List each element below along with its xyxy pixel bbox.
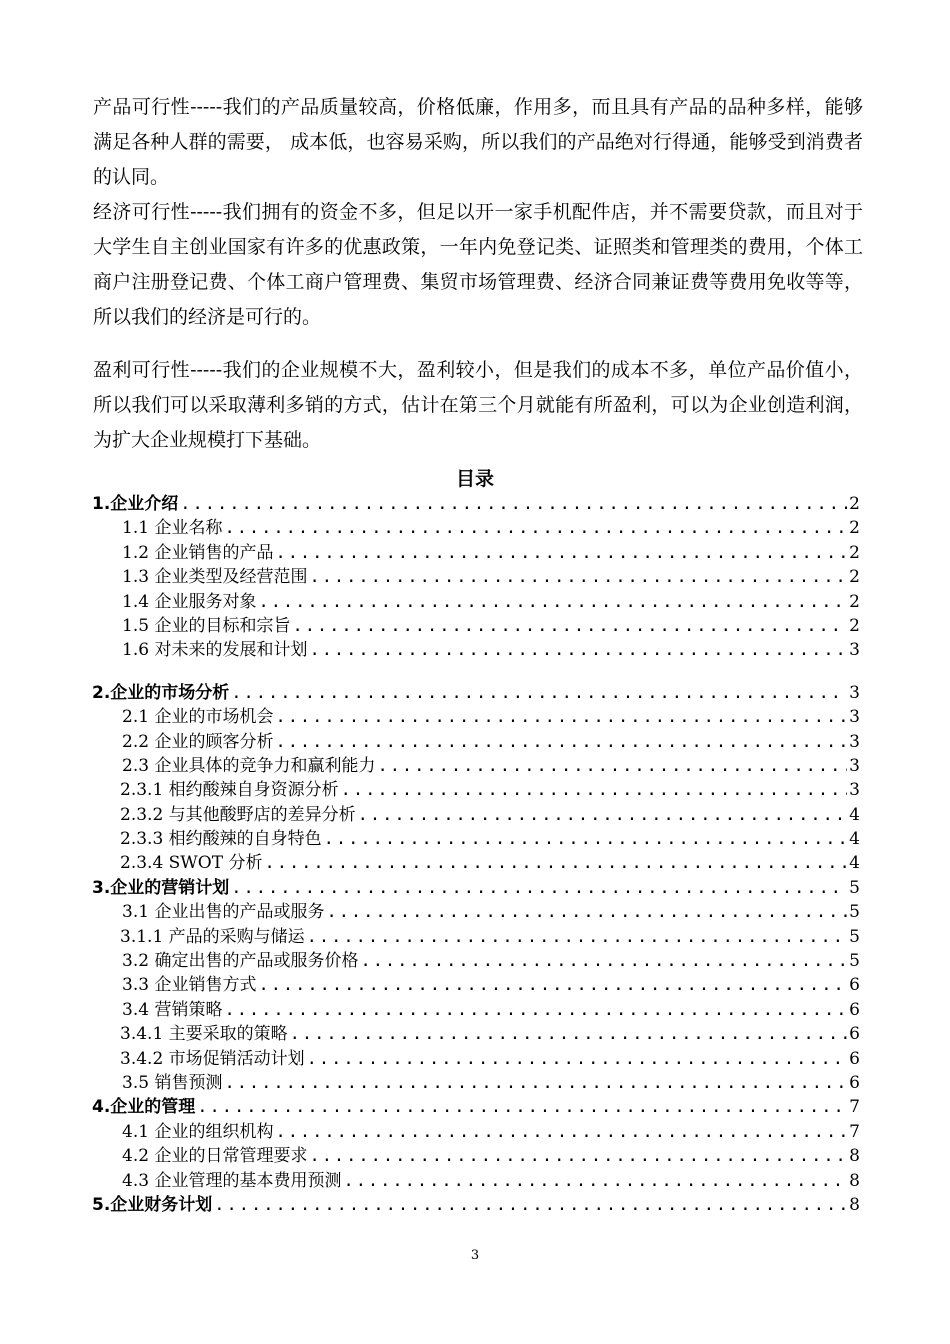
- toc-dot-leader: [224, 1071, 847, 1095]
- toc-entry-page: 4: [849, 804, 860, 825]
- toc-entry-label: 3.4.2 市场促销活动计划: [120, 1048, 305, 1069]
- toc-entry-label: 1.6 对未来的发展和计划: [122, 640, 308, 661]
- toc-entry-label: 4.2 企业的日常管理要求: [122, 1146, 308, 1167]
- toc-dot-leader: [180, 492, 847, 516]
- toc-entry[interactable]: [92, 998, 860, 1022]
- toc-entry-label: 2.3.1 相约酸辣自身资源分析: [120, 780, 339, 801]
- toc-entry-page: 4: [849, 853, 860, 874]
- toc-entry-page: 3: [849, 755, 860, 776]
- toc-dot-leader: [309, 638, 847, 662]
- toc-entry-label: 3.5 销售预测: [122, 1072, 223, 1093]
- toc-entry[interactable]: [92, 973, 860, 997]
- toc-entry-page: 2: [849, 567, 860, 588]
- toc-dot-leader: [231, 876, 847, 900]
- toc-entry[interactable]: [92, 925, 860, 949]
- toc-dot-leader: [307, 925, 848, 949]
- toc-dot-leader: [290, 1022, 848, 1046]
- toc-entry-label: 1.4 企业服务对象: [122, 591, 257, 612]
- toc-dot-leader: [224, 998, 847, 1022]
- toc-dot-leader: [309, 1144, 847, 1168]
- toc-entry-page: 6: [849, 1048, 860, 1069]
- toc-entry[interactable]: [92, 754, 860, 778]
- toc-dot-leader: [360, 949, 847, 973]
- toc-dot-leader: [275, 1120, 847, 1144]
- toc-entry-label: 2.1 企业的市场机会: [122, 707, 274, 728]
- toc-entry[interactable]: [92, 851, 860, 875]
- toc-entry[interactable]: [92, 1095, 860, 1119]
- toc-entry-page: 2: [849, 494, 860, 514]
- toc-dot-leader: [358, 803, 848, 827]
- toc-entry-label: 3.4.1 主要采取的策略: [120, 1024, 288, 1045]
- toc-dot-leader: [309, 565, 847, 589]
- toc-entry-number: 3.: [92, 877, 111, 898]
- toc-dot-leader: [292, 614, 847, 638]
- toc-dot-leader: [343, 1169, 847, 1193]
- toc-entry-page: 3: [849, 682, 860, 703]
- toc-entry-label: 1.5 企业的目标和宗旨: [122, 615, 291, 636]
- toc-dot-leader: [341, 778, 848, 802]
- toc-entry[interactable]: [92, 705, 860, 729]
- toc-dot-leader: [197, 1095, 847, 1119]
- toc-entry-number: 2.: [92, 682, 111, 703]
- toc-entry-label: 1.3 企业类型及经营范围: [122, 567, 308, 588]
- toc-entry-page: 5: [849, 926, 860, 947]
- toc-entry-label: 3.1 企业出售的产品或服务: [122, 902, 325, 923]
- toc-entry-page: 7: [849, 1121, 860, 1142]
- toc-entry-number: 5.: [92, 1194, 111, 1215]
- toc-dot-leader: [324, 827, 848, 851]
- toc-entry[interactable]: [92, 638, 860, 662]
- toc-entry-page: 8: [849, 1194, 860, 1215]
- toc-entry-page: 2: [849, 518, 860, 539]
- toc-dot-leader: [258, 590, 847, 614]
- toc-entry[interactable]: [92, 1169, 860, 1193]
- paragraph-profit-feasibility: 盈利可行性-----我们的企业规模不大，盈利较小，但是我们的成本不多，单位产品价值小，所以我们可以采取薄利多销的方式，估计在第三个月就能有所盈利，可以为企业创造利润，为扩大企业规模打下基础。: [93, 359, 863, 451]
- toc-title: 目录: [455, 468, 494, 490]
- toc-entry-label: 4.1 企业的组织机构: [122, 1121, 274, 1142]
- toc-entry-label: 2.3.4 SWOT 分析: [120, 853, 263, 874]
- toc-entry[interactable]: [92, 681, 860, 705]
- toc-dot-leader: [264, 851, 847, 875]
- toc-entry[interactable]: [92, 590, 860, 614]
- toc-entry-label: 2.2 企业的顾客分析: [122, 731, 274, 752]
- toc-entry-page: 2: [849, 615, 860, 636]
- toc-entry-page: 6: [849, 1024, 860, 1045]
- toc-entry-page: 8: [849, 1146, 860, 1167]
- toc-entry[interactable]: [92, 541, 860, 565]
- toc-entry-page: 2: [849, 542, 860, 563]
- toc-entry-label: 2.3.3 相约酸辣的自身特色: [120, 829, 322, 850]
- toc-entry-label: 2.3.2 与其他酸野店的差异分析: [120, 804, 356, 825]
- toc-entry[interactable]: [92, 1193, 860, 1217]
- toc-dot-leader: [258, 973, 847, 997]
- toc-entry[interactable]: [92, 949, 860, 973]
- toc-entry-page: 6: [849, 999, 860, 1020]
- toc-entry[interactable]: [92, 730, 860, 754]
- toc-entry[interactable]: [92, 900, 860, 924]
- toc-entry-label: 3.1.1 产品的采购与储运: [120, 926, 305, 947]
- toc-entry-number: 4.: [92, 1097, 111, 1118]
- toc-entry-label: 3.4 营销策略: [122, 999, 223, 1020]
- toc-entry-label: 企业介绍: [110, 494, 179, 514]
- toc-entry[interactable]: [92, 492, 860, 516]
- toc-entry-page: 3: [849, 780, 860, 801]
- toc-entry[interactable]: [92, 1144, 860, 1168]
- toc-entry-label: 3.3 企业销售方式: [122, 975, 257, 996]
- toc-dot-leader: [307, 1047, 848, 1071]
- toc-entry-page: 3: [849, 731, 860, 752]
- toc-entry[interactable]: [92, 1022, 860, 1046]
- toc-entry-page: 3: [849, 640, 860, 661]
- toc-entry-page: 5: [849, 902, 860, 923]
- toc-entry-label: 4.3 企业管理的基本费用预测: [122, 1170, 342, 1191]
- toc-entry-label: 企业的市场分析: [110, 682, 230, 703]
- toc-entry-page: 7: [849, 1097, 860, 1118]
- toc-dot-leader: [275, 541, 847, 565]
- toc-entry-page: 6: [849, 1072, 860, 1093]
- toc-entry-label: 3.2 确定出售的产品或服务价格: [122, 951, 359, 972]
- toc-entry[interactable]: [92, 876, 860, 900]
- toc-entry-page: 6: [849, 975, 860, 996]
- page-number: 3: [470, 1248, 480, 1263]
- paragraph-product-feasibility: 产品可行性-----我们的产品质量较高，价格低廉，作用多，而且具有产品的品种多样，能够满足各种人群的需要， 成本低，也容易采购，所以我们的产品绝对行得通，能够受到消费者的认同。: [93, 96, 863, 188]
- toc-entry-page: 3: [849, 707, 860, 728]
- toc-entry[interactable]: [92, 1120, 860, 1144]
- toc-entry-page: 8: [849, 1170, 860, 1191]
- toc-entry[interactable]: [92, 803, 860, 827]
- toc-entry-page: 2: [849, 591, 860, 612]
- toc-entry-label: 企业财务计划: [110, 1194, 213, 1215]
- toc-entry-page: 5: [849, 877, 860, 898]
- toc-entry[interactable]: [92, 614, 860, 638]
- toc-entry-page: 5: [849, 951, 860, 972]
- toc-dot-leader: [214, 1193, 847, 1217]
- toc-entry-label: 企业的管理: [110, 1097, 196, 1118]
- toc-entry[interactable]: [92, 565, 860, 589]
- toc-entry-page: 4: [849, 829, 860, 850]
- toc-entry[interactable]: [92, 1047, 860, 1071]
- toc-dot-leader: [377, 754, 847, 778]
- toc-entry[interactable]: [92, 827, 860, 851]
- toc-dot-leader: [326, 900, 847, 924]
- toc-entry[interactable]: [92, 778, 860, 802]
- toc-dot-leader: [231, 681, 847, 705]
- toc-entry-label: 2.3 企业具体的竞争力和赢利能力: [122, 755, 376, 776]
- toc-entry-number: 1.: [92, 494, 111, 514]
- toc-entry-label: 1.2 企业销售的产品: [122, 542, 274, 563]
- table-of-contents: [92, 492, 860, 1217]
- toc-entry-label: 企业的营销计划: [110, 877, 230, 898]
- toc-entry-label: 1.1 企业名称: [122, 518, 223, 539]
- toc-entry[interactable]: [92, 516, 860, 540]
- toc-dot-leader: [275, 730, 847, 754]
- paragraph-economic-feasibility: 经济可行性-----我们拥有的资金不多，但足以开一家手机配件店，并不需要贷款，而且对于大学生自主创业国家有许多的优惠政策，一年内免登记类、证照类和管理类的费用，个体工商户注册登记费、个体工商户管理费、集贸市场管理费、经济合同兼证费等费用免收等等，所以我们的经济是可行的。: [93, 201, 863, 328]
- toc-entry[interactable]: [92, 1071, 860, 1095]
- toc-dot-leader: [224, 516, 847, 540]
- toc-dot-leader: [275, 705, 847, 729]
